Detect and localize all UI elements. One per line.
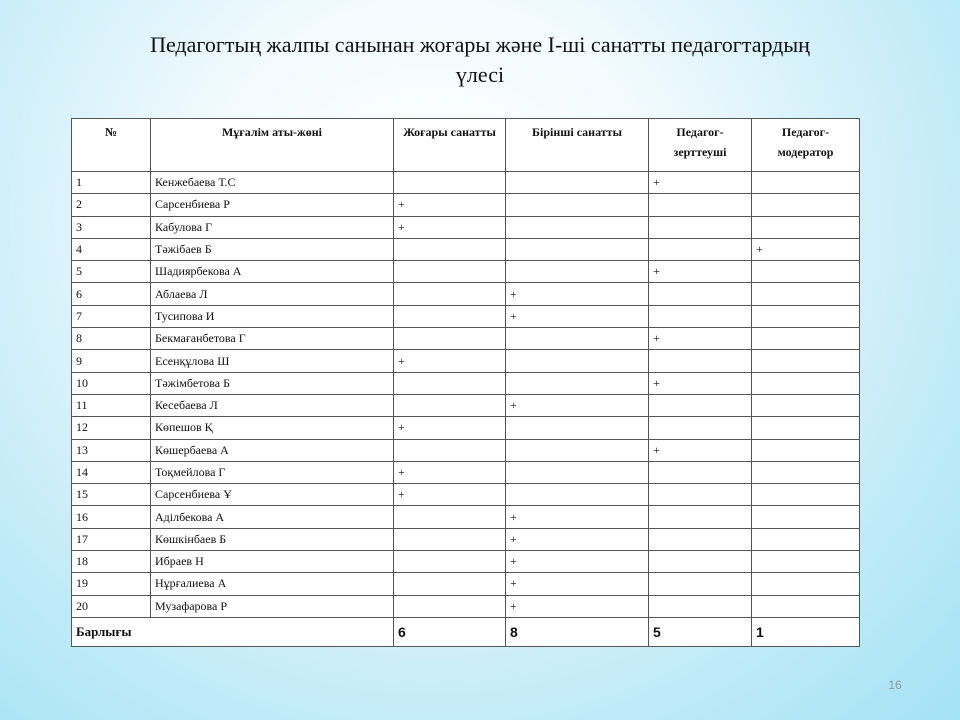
teacher-researcher-cell [649,238,752,260]
teacher-moderator-cell [752,216,860,238]
total-teacher-moderator: 1 [752,617,860,646]
teacher-moderator-cell [752,417,860,439]
row-number-cell: 20 [72,595,151,617]
row-number-cell: 16 [72,506,151,528]
first-category-cell: + [506,595,649,617]
teacher-name-cell: Аділбекова А [151,506,394,528]
total-label: Барлығы [72,617,394,646]
first-category-cell: + [506,573,649,595]
teacher-moderator-cell [752,484,860,506]
total-teacher-researcher: 5 [649,617,752,646]
first-category-cell [506,417,649,439]
highest-category-cell: + [394,484,506,506]
teacher-moderator-cell [752,528,860,550]
first-category-cell [506,372,649,394]
teacher-name-cell: Көшербаева А [151,439,394,461]
highest-category-cell [394,439,506,461]
teacher-name-cell: Сарсенбиева Р [151,194,394,216]
teacher-researcher-cell [649,528,752,550]
highest-category-cell: + [394,194,506,216]
first-category-cell: + [506,394,649,416]
teacher-researcher-cell [649,350,752,372]
teacher-name-cell: Кенжебаева Т.С [151,172,394,194]
teacher-name-cell: Нұрғалиева А [151,573,394,595]
highest-category-cell: + [394,461,506,483]
teacher-researcher-cell [649,595,752,617]
teacher-researcher-cell: + [649,439,752,461]
teacher-name-cell: Кабулова Г [151,216,394,238]
first-category-cell [506,461,649,483]
teacher-researcher-cell [649,551,752,573]
teacher-moderator-cell [752,551,860,573]
first-category-cell [506,328,649,350]
teacher-researcher-cell [649,506,752,528]
row-number-cell: 17 [72,528,151,550]
table-row [72,194,860,216]
teacher-name-cell: Есенқұлова Ш [151,350,394,372]
teacher-moderator-cell [752,194,860,216]
first-category-cell [506,261,649,283]
highest-category-cell [394,372,506,394]
teacher-researcher-cell [649,216,752,238]
table-row [72,439,860,461]
teacher-name-cell: Бекмағанбетова Г [151,328,394,350]
teacher-name-cell: Тусипова И [151,305,394,327]
teacher-moderator-cell [752,372,860,394]
highest-category-cell [394,261,506,283]
row-number-cell: 12 [72,417,151,439]
table-row [72,394,860,416]
table-row [72,417,860,439]
teachers-table [71,118,860,647]
teacher-name-cell: Сарсенбиева Ұ [151,484,394,506]
row-number-cell: 14 [72,461,151,483]
table-row [72,528,860,550]
table-row [72,216,860,238]
highest-category-cell [394,528,506,550]
table-row [72,328,860,350]
table-row [72,595,860,617]
teacher-moderator-cell [752,172,860,194]
row-number-cell: 6 [72,283,151,305]
teacher-name-cell: Шадиярбекова А [151,261,394,283]
first-category-cell [506,238,649,260]
first-category-cell [506,216,649,238]
header-number: № [72,119,151,172]
teacher-moderator-cell [752,350,860,372]
row-number-cell: 7 [72,305,151,327]
first-category-cell: + [506,283,649,305]
teacher-name-cell: Тоқмейлова Г [151,461,394,483]
total-first-category: 8 [506,617,649,646]
teacher-researcher-cell: + [649,172,752,194]
teacher-researcher-cell [649,417,752,439]
table-body [72,172,860,618]
table-row [72,261,860,283]
total-row [72,617,860,646]
teacher-researcher-cell [649,573,752,595]
teacher-name-cell: Көпешов Қ [151,417,394,439]
highest-category-cell [394,394,506,416]
slide-title [60,30,900,90]
highest-category-cell [394,283,506,305]
highest-category-cell: + [394,216,506,238]
first-category-cell [506,194,649,216]
row-number-cell: 2 [72,194,151,216]
teacher-name-cell: Тәжібаев Б [151,238,394,260]
table-row [72,372,860,394]
table-row [72,283,860,305]
teacher-moderator-cell [752,283,860,305]
highest-category-cell [394,551,506,573]
header-highest-category: Жоғары санатты [394,119,506,172]
first-category-cell: + [506,506,649,528]
highest-category-cell: + [394,350,506,372]
teacher-moderator-cell [752,573,860,595]
header-teacher-name: Мұғалім аты-жөні [151,119,394,172]
teacher-name-cell: Көшкінбаев Б [151,528,394,550]
highest-category-cell [394,595,506,617]
row-number-cell: 13 [72,439,151,461]
table-row [72,506,860,528]
highest-category-cell [394,328,506,350]
row-number-cell: 10 [72,372,151,394]
teacher-name-cell: Ибраев Н [151,551,394,573]
row-number-cell: 9 [72,350,151,372]
slide-title-line-1: Педагогтың жалпы санынан жоғары және І-ші санатты педагогтардың [150,32,810,57]
slide-title-line-2: үлесі [455,62,505,87]
page-number: 16 [888,678,902,692]
first-category-cell [506,172,649,194]
highest-category-cell [394,506,506,528]
teacher-moderator-cell [752,305,860,327]
table-header-row [72,119,860,172]
first-category-cell [506,350,649,372]
teacher-moderator-cell: + [752,238,860,260]
row-number-cell: 3 [72,216,151,238]
teacher-name-cell: Тәжімбетова Б [151,372,394,394]
first-category-cell [506,439,649,461]
teacher-researcher-cell: + [649,261,752,283]
total-highest-category: 6 [394,617,506,646]
teacher-moderator-cell [752,328,860,350]
teacher-name-cell: Музафарова Р [151,595,394,617]
teacher-moderator-cell [752,506,860,528]
table-row [72,305,860,327]
table-row [72,551,860,573]
teacher-researcher-cell [649,194,752,216]
teacher-researcher-cell [649,283,752,305]
teacher-moderator-cell [752,261,860,283]
teacher-researcher-cell [649,461,752,483]
highest-category-cell [394,172,506,194]
teacher-moderator-cell [752,595,860,617]
teacher-researcher-cell [649,394,752,416]
highest-category-cell [394,573,506,595]
table-row [72,573,860,595]
row-number-cell: 11 [72,394,151,416]
first-category-cell: + [506,528,649,550]
teacher-researcher-cell [649,484,752,506]
table-row [72,484,860,506]
highest-category-cell [394,238,506,260]
row-number-cell: 19 [72,573,151,595]
row-number-cell: 4 [72,238,151,260]
teacher-researcher-cell: + [649,328,752,350]
teacher-name-cell: Аблаева Л [151,283,394,305]
header-teacher-moderator: Педагог-модератор [752,119,860,172]
first-category-cell: + [506,305,649,327]
table-row [72,172,860,194]
row-number-cell: 5 [72,261,151,283]
teacher-moderator-cell [752,439,860,461]
header-first-category: Бірінші санатты [506,119,649,172]
table-row [72,238,860,260]
row-number-cell: 15 [72,484,151,506]
row-number-cell: 18 [72,551,151,573]
teacher-name-cell: Кесебаева Л [151,394,394,416]
first-category-cell: + [506,551,649,573]
highest-category-cell [394,305,506,327]
teacher-researcher-cell [649,305,752,327]
first-category-cell [506,484,649,506]
teacher-researcher-cell: + [649,372,752,394]
teacher-moderator-cell [752,461,860,483]
row-number-cell: 8 [72,328,151,350]
header-teacher-researcher: Педагог-зерттеуші [649,119,752,172]
teacher-moderator-cell [752,394,860,416]
highest-category-cell: + [394,417,506,439]
row-number-cell: 1 [72,172,151,194]
table-row [72,350,860,372]
table-row [72,461,860,483]
